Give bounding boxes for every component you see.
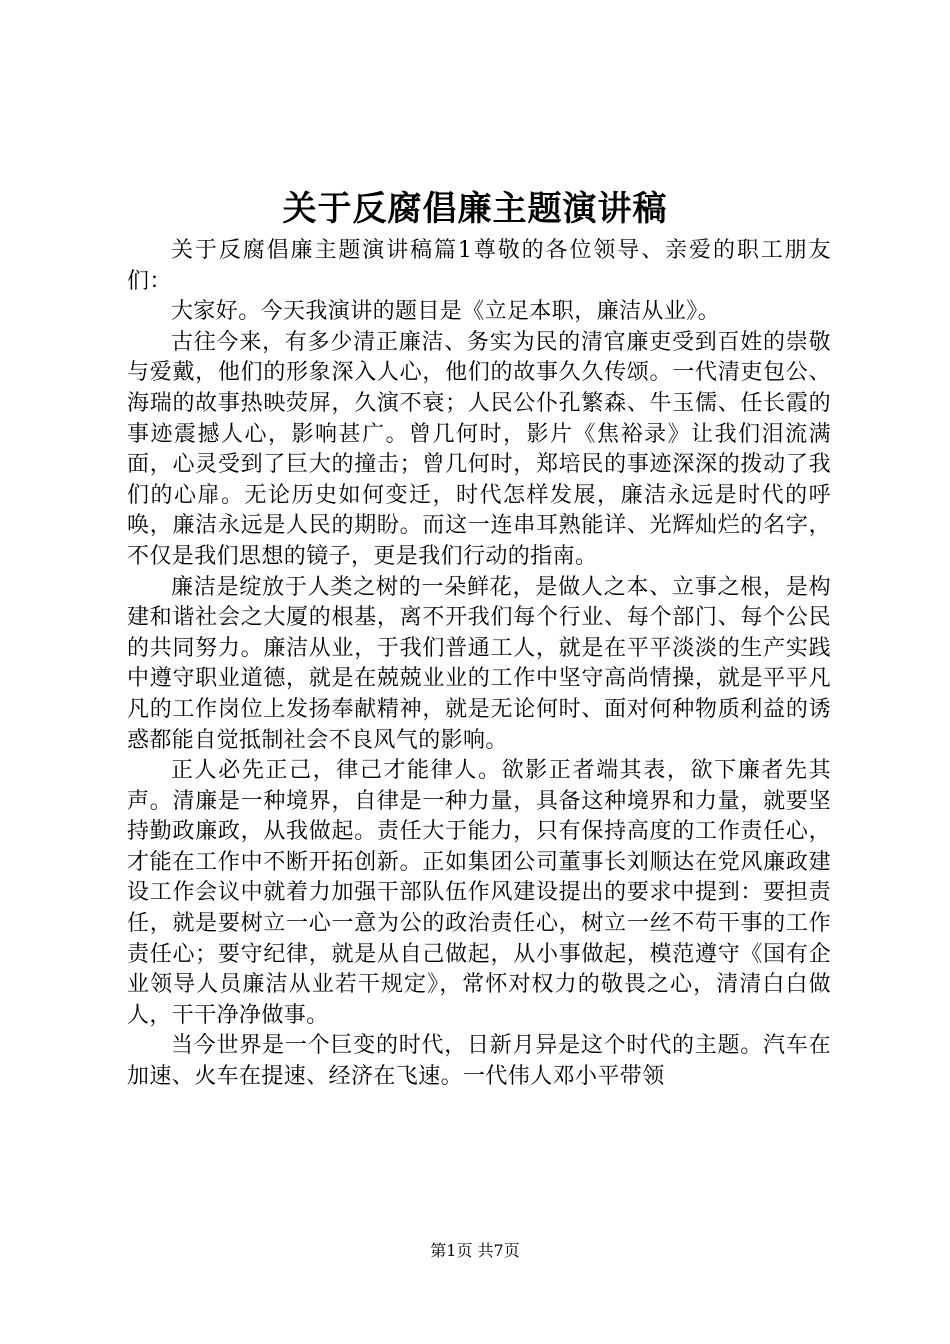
page-title: 关于反腐倡廉主题演讲稿: [282, 189, 668, 229]
document-body: [127, 236, 831, 1093]
paragraph: 廉洁是绽放于人类之树的一朵鲜花，是做人之本、立事之根，是构建和谐社会之大厦的根基，离不开我们每个行业、每个部门、每个公民的共同努力。廉洁从业，于我们普通工人，就是在平平淡淡的生产实践中遵守职业道德，就是在兢兢业业的工作中坚守高尚情操，就是平平凡凡的工作岗位上发扬奉献精神，就是无论何时、面对何种物质利益的诱惑都能自觉抵制社会不良风气的影响。: [127, 574, 831, 753]
paragraph: 大家好。今天我演讲的题目是《立足本职，廉洁从业》。: [171, 299, 721, 325]
paragraph: 正人必先正己，律己才能律人。欲影正者端其表，欲下廉者先其声。清廉是一种境界，自律是一种力量，具备这种境界和力量，就要坚持勤政廉政，从我做起。责任大于能力，只有保持高度的工作责任心，才能在工作中不断开拓创新。正如集团公司董事长刘顺达在党风廉政建设工作会议中就着力加强干部队伍作风建设提出的要求中提到：要担责任，就是要树立一心一意为公的政治责任心，树立一丝不苟干事的工作责任心；要守纪律，就是从自己做起，从小事做起，模范遵守《国有企业领导人员廉洁从业若干规定》，常怀对权力的敬畏之心，清清白白做人，干干净净做事。: [127, 758, 831, 1028]
page-number-label: 第1页 共7页: [430, 1241, 520, 1260]
paragraph: 当今世界是一个巨变的时代，日新月异是这个时代的主题。汽车在加速、火车在提速、经济在飞速。一代伟人邓小平带领: [127, 1033, 831, 1090]
paragraph: 古往今来，有多少清正廉洁、务实为民的清官廉吏受到百姓的崇敬与爱戴，他们的形象深入人心，他们的故事久久传颂。一代清吏包公、海瑞的故事热映荧屏，久演不衰；人民公仆孔繁森、牛玉儒、任长霞的事迹震撼人心，影响甚广。曾几何时，影片《焦裕录》让我们泪流满面，心灵受到了巨大的撞击；曾几何时，郑培民的事迹深深的拨动了我们的心扉。无论历史如何变迁，时代怎样发展，廉洁永远是时代的呼唤，廉洁永远是人民的期盼。而这一连串耳熟能详、光辉灿烂的名字，不仅是我们思想的镜子，更是我们行动的指南。: [127, 329, 831, 569]
paragraph: 关于反腐倡廉主题演讲稿篇1尊敬的各位领导、亲爱的职工朋友们：: [127, 238, 831, 294]
page-footer: [0, 1240, 950, 1262]
